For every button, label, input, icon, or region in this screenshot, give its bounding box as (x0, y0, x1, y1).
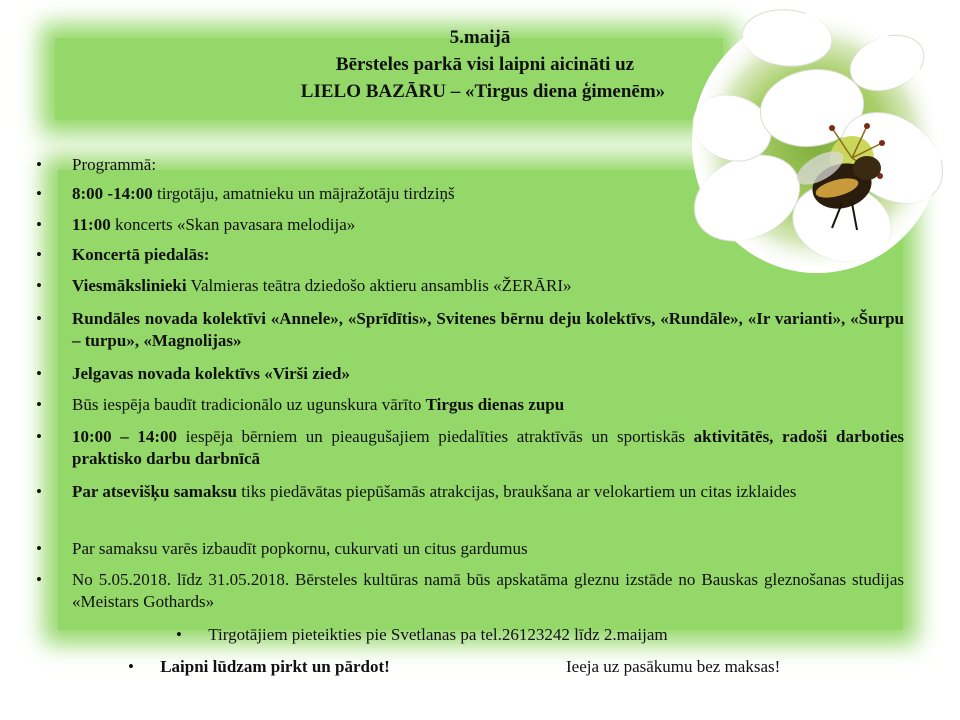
free-entry-text: Ieeja uz pasākumu bez maksas! (566, 657, 781, 676)
bullet: • (176, 625, 182, 644)
event-name: LIELO BAZĀRU – «Tirgus diena ģimenēm» (300, 81, 666, 102)
welcome-line (128, 656, 390, 678)
event-title (0, 24, 960, 105)
welcome-text: Laipni lūdzam pirkt un pārdot! (160, 657, 390, 676)
event-invitation: Bērsteles parkā visi laipni aicināti uz (335, 54, 635, 75)
contact-line: • Tirgotājiem pieteikties pie Svetlanas pa tel.26123242 līdz 2.maijam (176, 625, 668, 644)
event-date: 5.maijā (449, 27, 511, 48)
bullet: • (128, 657, 134, 676)
